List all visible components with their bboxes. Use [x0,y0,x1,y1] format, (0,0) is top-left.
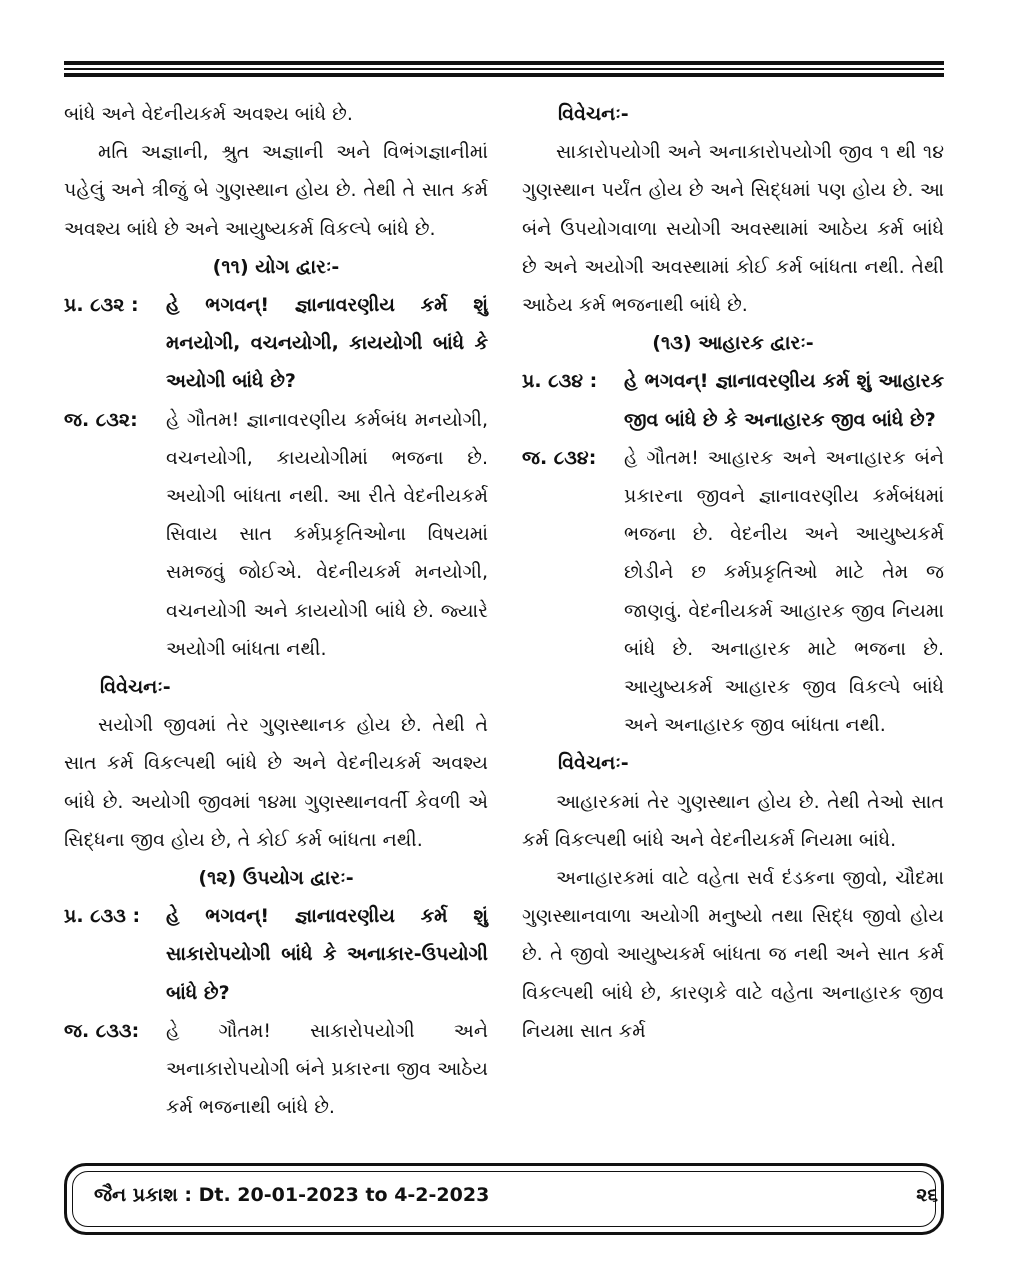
left-paragraph-1: બાંધે અને વેદનીયકર્મ અવશ્ય બાંધે છે. [64,103,353,125]
page-number: ૨૬ [916,1184,938,1206]
question-label: પ્ર. ૮૩૪ : [522,370,598,393]
header-rule-thick [64,61,944,65]
vivechan-heading: વિવેચનઃ- [558,103,629,125]
answer-label: જ. ૮૩૪: [522,446,597,469]
left-column [64,95,488,1126]
question-832 [64,286,488,401]
answer-label: જ. ૮૩૩: [64,1019,140,1042]
right-paragraph-1: સાકારોપયોગી અને અનાકારોપયોગી જીવ ૧ થી ૧૪ ગુણસ્થાન પર્યંત હોય છે અને સિદ્ધમાં પણ હોય છે. આ બંને ઉપયોગવાળા સયોગી અવસ્થામાં આઠેય કર્મ બાંધે છે અને અયોગી અવસ્થામાં કોઈ કર્મ બાંધતા નથી. તેથી આઠેય કર્મ ભજનાથી બાંધે છે. [522,141,944,317]
left-paragraph-2: મતિ અજ્ઞાની, શ્રુત અજ્ઞાની અને વિભંગજ્ઞાનીમાં પહેલું અને ત્રીજું બે ગુણસ્થાન હોય છે. તેથી તે સાત કર્મ અવશ્ય બાંધે છે અને આયુષ્યકર્મ વિકલ્પે બાંધે છે. [64,141,488,240]
answer-834 [522,439,944,745]
question-833 [64,897,488,1012]
answer-832 [64,401,488,668]
right-paragraph-3: અનાહારકમાં વાટે વહેતા સર્વ દંડકના જીવો, ચૌદમા ગુણસ્થાનવાળા અયોગી મનુષ્યો તથા સિદ્ધ જીવો હોય છે. તે જીવો આયુષ્યકર્મ બાંધતા જ નથી અને સાત કર્મ વિકલ્પથી બાંધે છે, કારણકે વાટે વહેતા અનાહારક જીવ નિયમા સાત કર્મ [522,867,944,1042]
header-rule-thin [64,68,944,70]
answer-text: હે ગૌતમ! આહારક અને અનાહારક બંને પ્રકારના જીવને જ્ઞાનાવરણીય કર્મબંધમાં ભજના છે. વેદનીય અને આયુષ્યકર્મ છોડીને છ કર્મપ્રકૃતિઓ માટે તેમ જ જાણવું. વેદનીયકર્મ આહારક જીવ નિયમા બાંધે છે. અનાહારક માટે ભજના છે. આયુષ્યકર્મ આહારક જીવ વિકલ્પે બાંધે અને અનાહારક જીવ બાંધતા નથી. [624,446,944,737]
footer-publication: જૈન પ્રકાશ : Dt. 20-01-2023 to 4-2-2023 [94,1184,490,1206]
section-heading-11: (૧૧) યોગ દ્વારઃ- [212,255,340,278]
question-text: હે ભગવન્! જ્ઞાનાવરણીય કર્મ શું મનયોગી, વચનયોગી, કાયયોગી બાંધે કે અયોગી બાંધે છે? [166,294,488,393]
answer-label: જ. ૮૩૨: [64,408,138,431]
section-heading-12: (૧૨) ઉપયોગ દ્વારઃ- [198,867,354,890]
question-label: પ્ર. ૮૩૨ : [64,294,139,317]
question-label: પ્ર. ૮૩૩ : [64,905,141,928]
question-834 [522,362,944,438]
vivechan-heading: વિવેચનઃ- [100,676,171,699]
left-paragraph-3: સયોગી જીવમાં તેર ગુણસ્થાનક હોય છે. તેથી તે સાત કર્મ વિકલ્પથી બાંધે છે અને વેદનીયકર્મ અવશ્ય બાંધે છે. અયોગી જીવમાં ૧૪મા ગુણસ્થાનવર્તી કેવળી એ સિદ્ધના જીવ હોય છે, તે કોઈ કર્મ બાંધતા નથી. [64,714,488,851]
right-column [522,95,944,1050]
answer-833 [64,1012,488,1127]
header-rule-thick-2 [64,73,944,77]
answer-text: હે ગૌતમ! જ્ઞાનાવરણીય કર્મબંધ મનયોગી, વચનયોગી, કાયયોગીમાં ભજના છે. અયોગી બાંધતા નથી. આ રીતે વેદનીયકર્મ સિવાય સાત કર્મપ્રકૃતિઓના વિષયમાં સમજવું જોઈએ. વેદનીયકર્મ મનયોગી, વચનયોગી અને કાયયોગી બાંધે છે. જ્યારે અયોગી બાંધતા નથી. [166,408,488,660]
right-paragraph-2: આહારકમાં તેર ગુણસ્થાન હોય છે. તેથી તેઓ સાત કર્મ વિકલ્પથી બાંધે અને વેદનીયકર્મ નિયમા બાંધે. [522,790,944,851]
section-heading-13: (૧૩) આહારક દ્વારઃ- [652,332,814,355]
answer-text: હે ગૌતમ! સાકારોપયોગી અને અનાકારોપયોગી બંને પ્રકારના જીવ આઠેય કર્મ ભજનાથી બાંધે છે. [166,1019,488,1119]
question-text: હે ભગવન્! જ્ઞાનાવરણીય કર્મ શું આહારક જીવ બાંધે છે કે અનાહારક જીવ બાંધે છે? [624,370,944,431]
question-text: હે ભગવન્! જ્ઞાનાવરણીય કર્મ શું સાકારોપયોગી બાંધે કે અનાકાર-ઉપયોગી બાંધે છે? [166,905,488,1004]
vivechan-heading: વિવેચનઃ- [558,752,629,775]
